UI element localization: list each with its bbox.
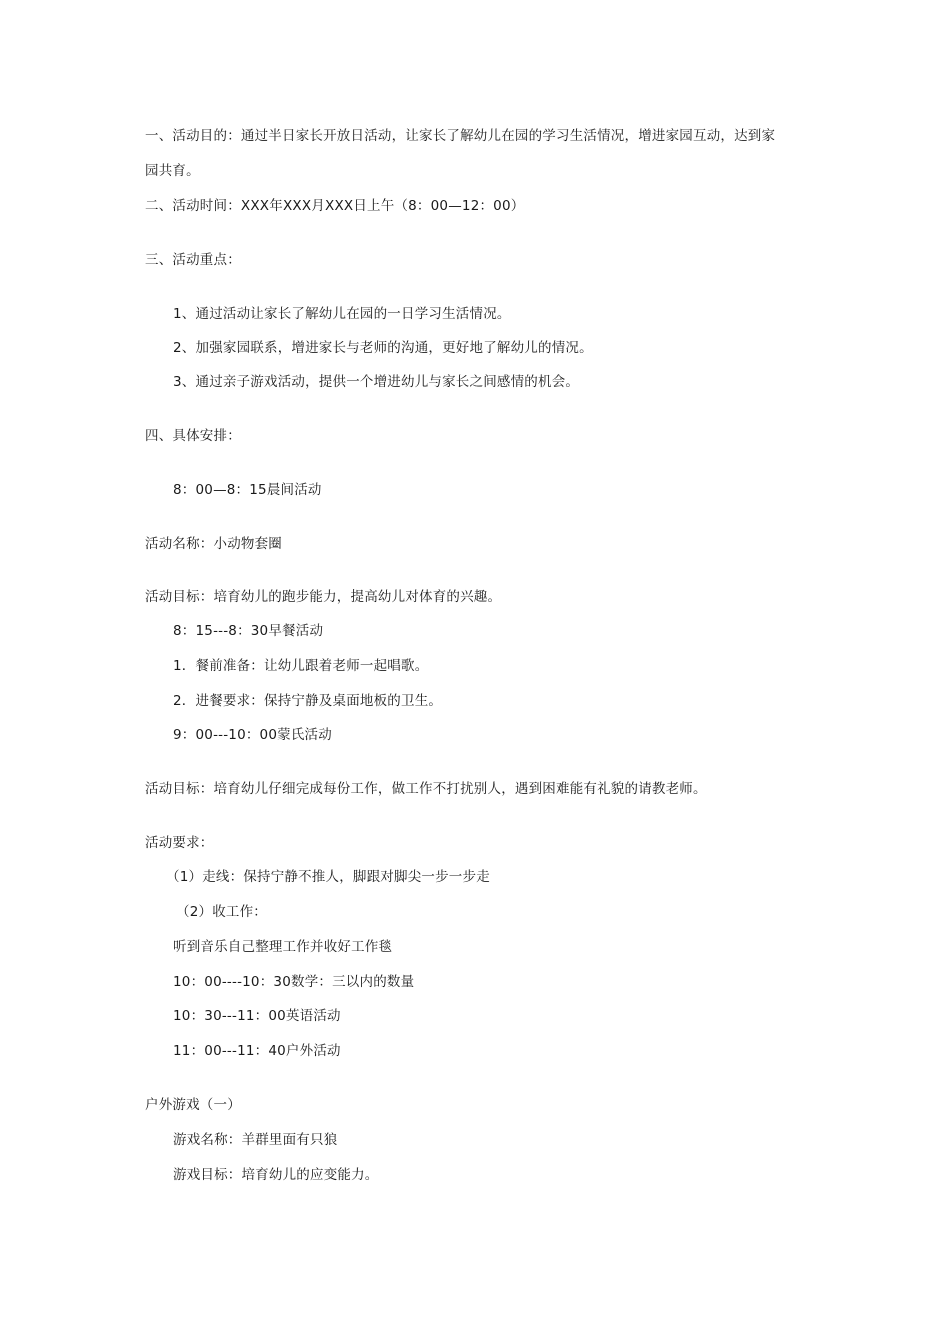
game-name: 游戏名称：羊群里面有只狼: [173, 1132, 338, 1148]
game-goal: 游戏目标：培育幼儿的应变能力。: [173, 1167, 379, 1183]
schedule-english: 10：30---11：00英语活动: [173, 1008, 341, 1024]
section-1-purpose: 一、活动目的：通过半日家长开放日活动，让家长了解幼儿在园的学习生活情况，增进家园互动，达到家: [145, 128, 776, 144]
activity-name: 活动名称：小动物套圈: [145, 536, 282, 552]
focus-item-2: 2、加强家园联系，增进家长与老师的沟通，更好地了解幼儿的情况。: [173, 340, 593, 356]
requirement-2-detail: 听到音乐自己整理工作并收好工作毯: [173, 939, 393, 955]
requirement-2: （2）收工作：: [176, 904, 267, 920]
focus-item-1: 1、通过活动让家长了解幼儿在园的一日学习生活情况。: [173, 306, 511, 322]
section-2-time: 二、活动时间：XXX年XXX月XXX日上午（8：00—12：00）: [145, 198, 525, 214]
activity-goal-2: 活动目标：培育幼儿仔细完成每份工作，做工作不打扰别人，遇到困难能有礼貌的请教老师。: [145, 781, 707, 797]
requirement-1: （1）走线：保持宁静不推人，脚跟对脚尖一步一步走: [166, 869, 490, 885]
schedule-morning-activity: 8：00—8：15晨间活动: [173, 482, 322, 498]
schedule-montessori: 9：00---10：00蒙氏活动: [173, 727, 332, 743]
breakfast-item-2: 2．进餐要求：保持宁静及桌面地板的卫生。: [173, 693, 443, 709]
schedule-outdoor: 11：00---11：40户外活动: [173, 1043, 341, 1059]
section-3-heading: 三、活动重点：: [145, 252, 241, 268]
activity-goal-1: 活动目标：培育幼儿的跑步能力，提高幼儿对体育的兴趣。: [145, 589, 502, 605]
outdoor-game-heading: 户外游戏（一）: [145, 1097, 241, 1113]
focus-item-3: 3、通过亲子游戏活动，提供一个增进幼儿与家长之间感情的机会。: [173, 374, 580, 390]
activity-requirements-heading: 活动要求：: [145, 835, 214, 851]
schedule-breakfast: 8：15---8：30早餐活动: [173, 623, 324, 639]
section-4-heading: 四、具体安排：: [145, 428, 241, 444]
section-1-purpose-continued: 园共育。: [145, 163, 200, 179]
breakfast-item-1: 1．餐前准备：让幼儿跟着老师一起唱歌。: [173, 658, 429, 674]
schedule-math: 10：00----10：30数学：三以内的数量: [173, 974, 415, 990]
